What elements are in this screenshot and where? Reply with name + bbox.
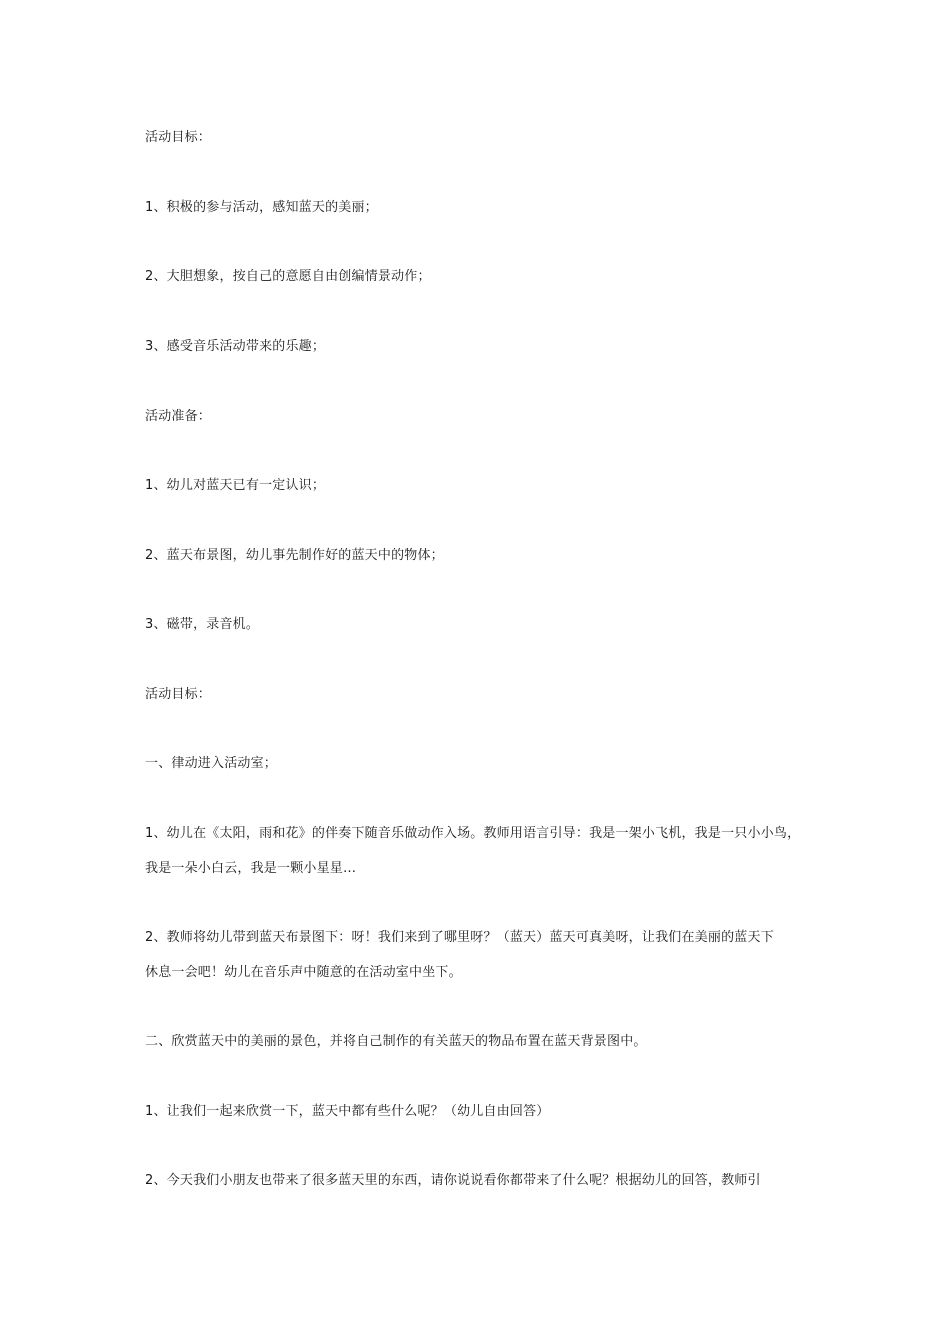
section-1-paragraph-2-line-1: 2、教师将幼儿带到蓝天布景图下：呀！我们来到了哪里呀？（蓝天）蓝天可真美呀，让我们在美丽的蓝天下 [145, 930, 774, 945]
section-1-paragraph-1-line-1: 1、幼儿在《太阳，雨和花》的伴奏下随音乐做动作入场。教师用语言引导：我是一架小飞机，我是一只小小鸟， [145, 826, 801, 841]
heading-activity-goals: 活动目标： [145, 130, 212, 145]
section-1-paragraph-2-line-2: 休息一会吧！幼儿在音乐声中随意的在活动室中坐下。 [145, 965, 462, 980]
section-1-paragraph-1-line-2: 我是一朵小白云，我是一颗小星星… [145, 861, 357, 876]
prep-item-1: 1、幼儿对蓝天已有一定认识； [145, 478, 326, 493]
section-2-title: 二、欣赏蓝天中的美丽的景色，并将自己制作的有关蓝天的物品布置在蓝天背景图中。 [145, 1034, 647, 1049]
goal-item-3: 3、感受音乐活动带来的乐趣； [145, 339, 326, 354]
section-2-paragraph-2: 2、今天我们小朋友也带来了很多蓝天里的东西，请你说说看你都带来了什么呢？根据幼儿的回答，教师引 [145, 1173, 761, 1188]
prep-item-3: 3、磁带，录音机。 [145, 617, 260, 632]
heading-activity-process: 活动目标： [145, 687, 212, 702]
section-2-paragraph-1: 1、让我们一起来欣赏一下，蓝天中都有些什么呢？（幼儿自由回答） [145, 1104, 550, 1119]
goal-item-1: 1、积极的参与活动，感知蓝天的美丽； [145, 200, 378, 215]
goal-item-2: 2、大胆想象，按自己的意愿自由创编情景动作； [145, 269, 431, 284]
section-1-title: 一、律动进入活动室； [145, 756, 278, 771]
heading-activity-preparation: 活动准备： [145, 409, 212, 424]
prep-item-2: 2、蓝天布景图，幼儿事先制作好的蓝天中的物体； [145, 548, 444, 563]
